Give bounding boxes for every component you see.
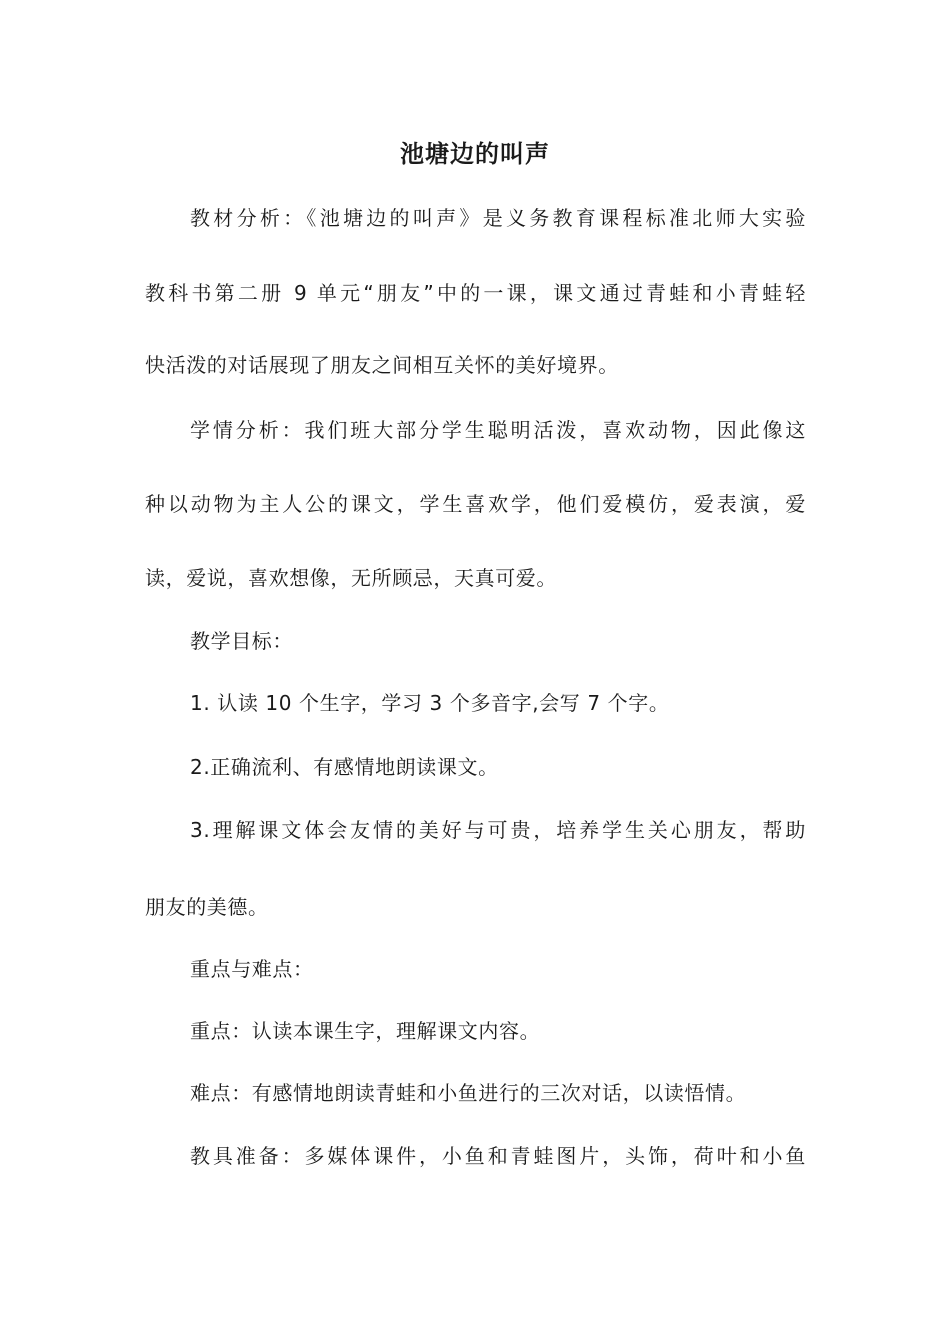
teaching-aids-line-1: 教具准备：多媒体课件，小鱼和青蛙图片，头饰，荷叶和小鱼 — [190, 1144, 806, 1168]
paragraph-2-line-2: 种以动物为主人公的课文，学生喜欢学，他们爱模仿，爱表演，爱 — [145, 492, 806, 516]
objective-1: 1. 认读 10 个生字，学习 3 个多音字,会写 7 个字。 — [190, 691, 670, 715]
key-points-heading: 重点与难点： — [190, 957, 314, 981]
paragraph-1-line-1: 教材分析：《池塘边的叫声》是义务教育课程标准北师大实验 — [190, 206, 806, 230]
key-point: 重点：认读本课生字，理解课文内容。 — [190, 1019, 541, 1043]
paragraph-1-line-2: 教科书第二册 9 单元“朋友”中的一课，课文通过青蛙和小青蛙轻 — [145, 281, 806, 305]
paragraph-2-line-3: 读，爱说，喜欢想像，无所顾忌，天真可爱。 — [145, 566, 557, 590]
objective-3-line-1: 3.理解课文体会友情的美好与可贵，培养学生关心朋友，帮助 — [190, 818, 806, 842]
paragraph-2-line-1: 学情分析：我们班大部分学生聪明活泼，喜欢动物，因此像这 — [190, 418, 806, 442]
paragraph-1-line-3: 快活泼的对话展现了朋友之间相互关怀的美好境界。 — [145, 353, 619, 377]
difficulty-point: 难点：有感情地朗读青蛙和小鱼进行的三次对话，以读悟情。 — [190, 1081, 747, 1105]
objective-2: 2.正确流利、有感情地朗读课文。 — [190, 755, 499, 779]
objectives-heading: 教学目标： — [190, 629, 293, 653]
objective-3-line-2: 朋友的美德。 — [145, 895, 269, 919]
document-title: 池塘边的叫声 — [400, 140, 550, 168]
